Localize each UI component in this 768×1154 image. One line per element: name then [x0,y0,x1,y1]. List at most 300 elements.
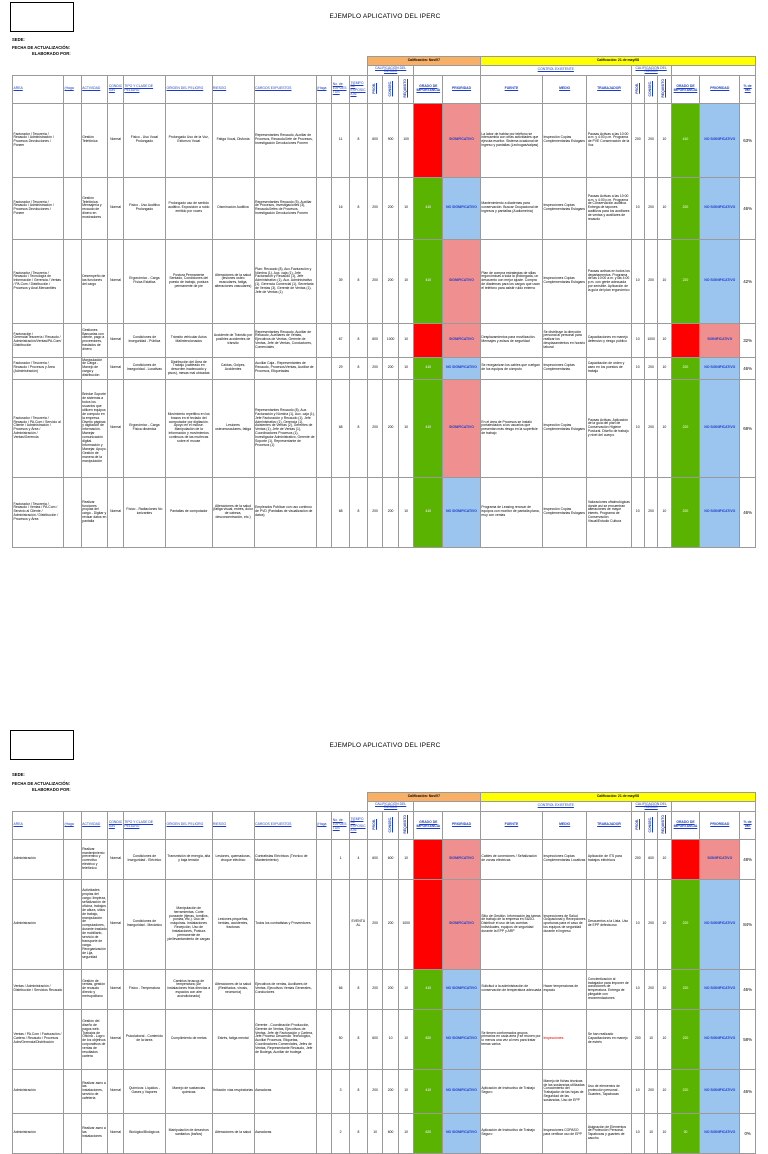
cell-prob2: 10 [631,357,644,379]
cell-haga2 [316,103,332,177]
cell-tipo: Condiciones de Inseguridad - Mecánico [123,879,165,969]
control-existente-subheader: CONTROL EXISTENTE [480,66,631,76]
cell-cons: 200 [383,477,399,547]
cell-cargos: Representantes Recaudo, Auxiliar de Recaudo, Auxiliares de Ventas, Ejecutivos de Ventas, Gerente de Ventas, Jefe de Ventas, Conductores, Comerciales [254,323,316,357]
cell-origen: Tránsito vehicular Actos Malintencionados [165,323,212,357]
cell-req: 10 [398,969,414,1009]
logo-placeholder-2 [10,730,74,760]
cell-prioridad: SIGNIFICATIVO [443,839,481,879]
cell-req2: 10 [658,1009,671,1069]
cell-medio: Inspecciones Copias Complementarias [542,357,586,379]
cell-num: 68 [332,379,350,477]
cell-trabajador: Valoraciones oftalmológicas donde así se encuentran alteraciones de mayor interés. Programa de Conservación Visual/Estudio Cultura [587,477,631,547]
cell-prioridad: SIGNIFICATIVO [443,379,481,477]
cell-prioridad2: NO SIGNIFICATIVO [700,357,740,379]
cell-req: 10 [398,839,414,879]
col-requisito-2: REQUISITO [661,815,666,834]
cell-req2: 10 [658,323,671,357]
cell-grado [414,839,443,879]
cell-tiempo: 8 [349,477,367,547]
iperc-table-1 [12,56,756,548]
cell-cons2: 200 [644,177,657,239]
cell-num: 39 [332,239,350,323]
cell-area: Ventas / PA.Com / Facturación / Cartera / Recaudo / Procesos Adm/Gerencia/Distribución [13,1009,64,1069]
cell-area: Facturador / Tesorería / Recaudo / Administración / Procesos Devoluciones / Ponem [13,103,64,177]
cell-haga2 [316,177,332,239]
cell-prob: 200 [367,969,383,1009]
col-grado: GRADO DE IMPORTANCIA [414,75,443,103]
cell-cons2: 200 [644,379,657,477]
cell-condicion: Normal [108,103,124,177]
cell-prob2: 200 [631,103,644,177]
sede-label: SEDE: [12,37,25,42]
calif-inicial-header: Calificación: Nov/07 [367,57,480,66]
col-grado-2: GRADO DE IMPORTANCIA [671,811,700,839]
cell-cons: 1000 [383,323,399,357]
col-tipo: TIPO Y CLASE DE PELIGRO [123,811,165,839]
cell-cargos: Representantes Recaudo (5), Auxiliar de Procesos, Investigaciones (3), Recaudo/Jefes de Procesos, Investigación Devoluciones Ponem [254,177,316,239]
cell-tipo: Ergonómico - Carga Física dinámica [123,379,165,477]
cell-medio: Se distribuye la dirección personal al personal para realizar los desplazamientos en horario laboral [542,323,586,357]
cell-area: Facturación / Gerencia/Tesorería / Recaudo / Administración/Ventas/PA.Com/Distribución [13,323,64,357]
cell-riesgo: Estrés, fatiga mental [212,1009,254,1069]
cell-num: 29 [332,357,350,379]
cell-condicion: Normal [108,969,124,1009]
col-prioridad: PRIORIDAD [443,75,481,103]
table-row [13,477,756,547]
col-area: AREA [13,75,64,103]
cell-haga2 [316,1069,332,1113]
cell-condicion: Normal [108,1009,124,1069]
cell-marque [63,839,81,879]
cell-actividad: Realizar aseo a las instalaciones [81,1113,108,1153]
cell-grado: 410 [414,1069,443,1113]
cell-marque [63,1113,81,1153]
cell-cons: 200 [383,1069,399,1113]
cell-marque [63,1069,81,1113]
cell-grado2: 220 [671,1009,700,1069]
cell-grado2: 220 [671,357,700,379]
cell-cargos: Plan: Recaudo (8), Aux.Facturación y Nómina (1), Aux. caja (1), Jefe Facturación y Recaudo (1), Jefe Administrativo (1), Aux. Administrativo (1), Gerencia Comercial (1), Secretaria de Ventas (3), Gerente de Ventas (1), Jefe de Ventas (1) [254,239,316,323]
table-row [13,1009,756,1069]
sede-label-2: SEDE: [12,772,25,777]
calif-riesgo-subheader-p2: CALIFICACIÓN DEL RIESGO [367,802,414,812]
col-prioridad: PRIORIDAD [443,811,481,839]
cell-medio: Inspecciones COPASO para verificar uso de EPP [542,1113,586,1153]
cell-prob2: 10 [631,879,644,969]
cell-grado: 410 [414,477,443,547]
col-cargos: CARGOS EXPUESTOS [254,811,316,839]
cell-pct: 0% [740,1113,756,1153]
cell-trabajador: Concientización al trabajador para imponer de condiciones de temperatura. Entrega de pliegable con recomendaciones [587,969,631,1009]
cell-prob2: 10 [631,477,644,547]
cell-tiempo: 8 [349,177,367,239]
cell-actividad: Gestión Telefónica [81,103,108,177]
col-haga: (Haga [63,75,81,103]
column-header-row-2 [13,811,756,839]
cell-prioridad2: NO SIGNIFICATIVO [700,1009,740,1069]
cell-prioridad2: NO SIGNIFICATIVO [700,1069,740,1113]
cell-cargos: Empleados Publicar con uso continuo de PVD (Pantallas de visualización de datos) [254,477,316,547]
cell-prob: 200 [367,879,383,969]
cell-haga2 [316,879,332,969]
cell-grado2 [671,323,700,357]
cell-req2: 10 [658,879,671,969]
cell-marque [63,103,81,177]
cell-area: Administración [13,1069,64,1113]
cell-grado2: 220 [671,879,700,969]
cell-fuente: Se tienen conformados grupos primarios en cada área y se reúnen por lo menos una vez al mes para tratar temas varios [480,1009,542,1069]
cell-condicion: Normal [108,839,124,879]
cell-medio: Inspecciones Copias Complementarias Locativas [542,839,586,879]
cell-cons: 600 [383,1113,399,1153]
cell-prob: 200 [367,477,383,547]
cell-tipo: Físico - Uso Vocal Prolongado [123,103,165,177]
cell-area: Facturador / Tesorería / Recaudo / Procesos y Área (Administración) [13,357,64,379]
cell-prob2: 10 [631,177,644,239]
cell-prioridad2: NO SIGNIFICATIVO [700,1113,740,1153]
cell-prioridad2: NO SIGNIFICATIVO [700,379,740,477]
cell-condicion: Normal [108,1069,124,1113]
cell-riesgo: Irritación vías respiratorias [212,1069,254,1113]
cell-trabajador: Asignación de Elementos de Protección Personal. Tapabocas y guantes de caucho [587,1113,631,1153]
cell-tiempo: 8 [349,239,367,323]
cell-tiempo: 8 [349,1113,367,1153]
cell-trabajador: Se han realizado Capacitaciones en manejo de estrés [587,1009,631,1069]
cell-marque [63,1009,81,1069]
table-row [13,839,756,879]
column-header-row [13,75,756,103]
iperc-page-1 [0,0,768,524]
col-num-expuestos: No. de EXPUESTOS [332,811,350,839]
cell-num: 1 [332,839,350,879]
cell-prob2: 10 [631,379,644,477]
cell-pct: 46% [740,177,756,239]
page-title: EJEMPLO APLICATIVO DEL IPERC [329,13,441,20]
cell-tiempo: 4 [349,839,367,879]
cell-marque [63,379,81,477]
cell-req2: 10 [658,379,671,477]
cell-tipo: Ergonómico - Carga Física Estática [123,239,165,323]
cell-cons: 900 [383,103,399,177]
cell-medio: Hacer temperaturas de espacio [542,969,586,1009]
cell-trabajador: Pausas Activas a las 10:00 a.m. y 4:00 p.m. Programa de Conservación auditiva. Entrega de tapones auditivos para los auxiliares de ventas y auxiliares de recaudo [587,177,631,239]
cell-tiempo: 8 [349,1069,367,1113]
cell-cargos: Aseadoras [254,1113,316,1153]
cell-trabajador: Pausas activas en todos los departamentos. Programa de las 10:00 a.m. y las 4:00 p.m. con gente adecuada por sensible. Aplicación de la guía del plan ergonómico [587,239,631,323]
cell-prioridad: SIGNIFICATIVO [443,323,481,357]
cell-prioridad2: NO SIGNIFICATIVO [700,879,740,969]
cell-prioridad: SIGNIFICATIVO [443,103,481,177]
cell-medio: Inspecciones [542,1009,586,1069]
cell-trabajador: Descuentos a la Lista. Uso de EPP defectuoso [587,879,631,969]
cell-req2: 10 [658,839,671,879]
col-consec: CONSEC. [387,816,392,833]
cell-origen: Manejo de sustancias químicas [165,1069,212,1113]
calif-inicial-header-2: Calificación: Nov/07 [367,793,480,802]
cell-tiempo: 8 [349,1009,367,1069]
cell-fuente: Cables de conexiones / Señalización de zonas eléctricas [480,839,542,879]
cell-origen: Manipulación de herramientas. Corte punzante (tijeras, tornillos, puntas, etc.). Uso de máquinas. Instalaciones Recepción, Uso de Instalaciones, Postura permanente de pie/levantamiento de cargas [165,879,212,969]
cell-pct: 58% [740,1009,756,1069]
cell-cons2: 200 [644,1069,657,1113]
cell-haga2 [316,839,332,879]
col-actividad: ACTIVIDAD [81,811,108,839]
cell-haga2 [316,969,332,1009]
cell-grado2: 220 [671,379,700,477]
cell-trabajador: Capacitación de orden y aseo en los puestos de trabajo [587,357,631,379]
cell-fuente: Se reorganizan los cables que cuelgan de los equipos de cómputo [480,357,542,379]
cell-prioridad: NO SIGNIFICATIVO [443,1113,481,1153]
cell-prob: 600 [367,103,383,177]
cell-num: 11 [332,103,350,177]
cell-cons: 10 [383,1009,399,1069]
fecha-label: FECHA DE ACTUALIZACIÓN: [12,45,71,50]
cell-cons2: 200 [644,103,657,177]
cell-req: 10 [398,1009,414,1069]
cell-cons2: 10 [644,1113,657,1153]
cell-medio: Inspecciones Copias Complementarias Eslogans [542,239,586,323]
cell-actividad: Realizar mantenimiento preventivo y correctivo eléctrico y telefónico [81,839,108,879]
cell-medio: Manejo de fichas técnicas de las sustancias utilizadas Conocimiento del Trabajador de las hojas de Seguridad de las sustancias, Uso de EPP [542,1069,586,1113]
cell-cargos: Auxiliar Caja - Representantes de Recaudo, Procesos/Ventas, Auxiliar de Procesos, Etiquetadas [254,357,316,379]
cell-grado2: 220 [671,477,700,547]
calif-riesgo-subheader: CALIFICACIÓN DEL RIESGO [367,66,414,76]
col-prioridad-2: PRIORIDAD [700,811,740,839]
fecha-label-2: FECHA DE ACTUALIZACIÓN: [12,781,71,786]
cell-origen: Movimiento repetitivo en los brazos en el teclado del computador por digitación. Apoyo en el mouse. Manipulación de la información y movimientos continuos de las muñecas sobre el mouse [165,379,212,477]
col-haga-2: (Haga [316,75,332,103]
cell-tiempo: 8 [349,103,367,177]
col-tiempo: TIEMPO DE EXPOSICIÓN [349,75,367,103]
col-prob: PROB. [372,82,377,94]
cell-cons: 200 [383,969,399,1009]
cell-prioridad2: NO SIGNIFICATIVO [700,103,740,177]
cell-tipo: Condiciones de Inseguridad - Pública [123,323,165,357]
cell-tipo: Químicos: Líquidos - Gases y Vapores [123,1069,165,1113]
cell-pct: 46% [740,969,756,1009]
cell-grado [414,323,443,357]
cell-cons2: 200 [644,879,657,969]
cell-prioridad: SIGNIFICATIVO [443,239,481,323]
cell-fuente: La labor de hablar por teléfono se intercambia con otras actividades que ejecuta escritor. Sistema ocasional de ingreso y pantallas (Lechugas/salpas) [480,103,542,177]
cell-num: 50 [332,1009,350,1069]
cell-tipo: Físico - Uso Auditivo Prolongado [123,177,165,239]
col-cargos: CARGOS EXPUESTOS [254,75,316,103]
cell-cons2: 200 [644,239,657,323]
cell-grado2 [671,839,700,879]
cell-cargos: Aseadoras [254,1069,316,1113]
cell-cargos: Gerente - Coordinación Producción, Gerente de Ventas, Ejecutivos de Ventas, Jefe de Facturación y Cartera, Jefe Proceso Desarrollo Tecnológico, Auxiliar Procesos, Etiquetas, Coordinadores Comerciales, Jefes de Ventas, Representante Recaudo, Jefe de Bodega, Auxiliar de bodega [254,1009,316,1069]
col-pct-var: % de Var. [740,75,756,103]
cell-fuente: Mantenimiento a diademas para conservación. Buscar Ocupacional de ingresos y pantallas (Audiometría) [480,177,542,239]
cell-cons2: 600 [644,839,657,879]
elaborado-label-2: ELABORADO POR: [32,787,71,792]
cell-origen: Cumplimiento de metas [165,1009,212,1069]
cell-tipo: Condiciones de Inseguridad - Eléctrico [123,839,165,879]
cell-haga2 [316,357,332,379]
cell-prob: 600 [367,1009,383,1069]
cell-prob2: 10 [631,323,644,357]
col-haga-2: (Haga [316,811,332,839]
cell-trabajador: Pausas Activas a las 10:00 a.m. y 4:00 p.m. Programa de PVE Conservación de la Voz [587,103,631,177]
cell-req: 10 [398,1113,414,1153]
cell-cargos: Representantes Recaudo, Auxiliar de Procesos, Recaudo/Jefe de Procesos, Investigación Devoluciones Ponem [254,103,316,177]
cell-tipo: Físico - Radiaciones No ionizantes [123,477,165,547]
cell-prob: 200 [367,357,383,379]
cell-num [332,879,350,969]
cell-fuente: Solicitud a la administración de conservación de temperatura adecuada [480,969,542,1009]
cell-area: Facturador / Tesorería / Recaudo / Administración / Procesos Devoluciones / Ponem [13,177,64,239]
cell-condicion: Normal [108,177,124,239]
cell-pct: 63% [740,103,756,177]
cell-marque [63,357,81,379]
cell-pct: 32% [740,323,756,357]
cell-actividad: Actividades propias del cargo: limpieza, señalización de oficina, trabajos de altura, sitios de trabajo, manipulación de computadores, durante traslado de mobiliario, servicio de transporte de carga. Reorganización de Lija, seguridad [81,879,108,969]
cell-req2: 10 [658,477,671,547]
cell-riesgo: Alteraciones de la salud (fatiga visual, estrés, dolor de cabeza, desconcentración, etc.) [212,477,254,547]
cell-haga2 [316,239,332,323]
cell-tipo: Físico - Temperatura [123,969,165,1009]
cell-haga2 [316,379,332,477]
cell-actividad: Realizar funciones propias del cargo - Digitar y revisar datos en pantalla [81,477,108,547]
cell-prob: 200 [367,1069,383,1113]
col-origen: ORIGEN DEL PELIGRO [165,75,212,103]
cell-prioridad2: NO SIGNIFICATIVO [700,969,740,1009]
col-actividad: ACTIVIDAD [81,75,108,103]
cell-area: Administración [13,1113,64,1153]
cell-pct: 68% [740,379,756,477]
cell-marque [63,969,81,1009]
calif-final-header: Calificación: 21 de may/08 [480,57,755,66]
cell-fuente: Aplicación de Instructivo de Trabajo Seguro [480,1069,542,1113]
cell-prioridad2: SIGNIFICATIVO [700,839,740,879]
cell-req2: 10 [658,239,671,323]
cell-cons: 200 [383,379,399,477]
cell-req2: 10 [658,357,671,379]
cell-trabajador: Aplicación de ITS para trabajos eléctricos [587,839,631,879]
cell-prioridad2: SIGNIFICATIVO [700,323,740,357]
cell-req2: 10 [658,1069,671,1113]
cell-riesgo: Lesiones pequeñas, heridas, accidentes, fracturas [212,879,254,969]
cell-condicion: Normal [108,379,124,477]
cell-pct: 46% [740,1069,756,1113]
cell-cons: 200 [383,879,399,969]
cell-req: 10 [398,239,414,323]
col-prob-2: PROB. [634,818,639,830]
cell-origen: Prolongado uso de sentido auditivo. Exposición a ruido emitido por voces [165,177,212,239]
cell-grado2: 30 [671,1113,700,1153]
cell-haga2 [316,323,332,357]
col-trabajador: TRABAJADOR [587,75,631,103]
cell-actividad: Brindar Soporte de sistemas a todos los usuarios que utilicen equipos de computo en la empresa. Diseño páginas y digitación de información. Manejar comunicación digital. Información y Manejar. Apoyo. Gestión de manera de la manipulación [81,379,108,477]
cell-grado2: 220 [671,239,700,323]
cell-area: Ventas / Administración / Distribución / Servicios Recaudo [13,969,64,1009]
cell-grado: 410 [414,969,443,1009]
cell-origen: Pantallas de computador [165,477,212,547]
cell-grado: 410 [414,357,443,379]
col-condicion: CONDICIÓN [108,75,124,103]
col-consec-2: CONSEC. [648,80,653,97]
cell-grado: 410 [414,379,443,477]
cell-cargos: Contratistas Eléctricos (Técnico de Mantenimiento) [254,839,316,879]
cell-marque [63,177,81,239]
cell-prob: 600 [367,323,383,357]
cell-marque [63,323,81,357]
cell-prioridad: NO SIGNIFICATIVO [443,1069,481,1113]
cell-num: 16 [332,177,350,239]
cell-fuente: Desplazamientos para movilización. Mensajes y avisos de seguridad [480,323,542,357]
col-grado: GRADO DE IMPORTANCIA [414,811,443,839]
calif-riesgo-subheader-2-p2: CALIFICACIÓN DEL RIESGO [631,802,671,812]
cell-prioridad2: NO SIGNIFICATIVO [700,477,740,547]
cell-area: Administración [13,879,64,969]
cell-marque [63,477,81,547]
cell-prob2: 10 [631,239,644,323]
cell-haga2 [316,1113,332,1153]
cell-actividad: Manipulación de Carga - Manejo de carga y distribución [81,357,108,379]
cell-pct: 46% [740,477,756,547]
cell-grado2: 220 [671,969,700,1009]
cell-cargos: Representantes Recaudo (8), Aux. Facturación y Nómina (1), Aux. caja (1), Jefe Facturación y Recaudo (1), Jefe Administrativo (1), Gerencia (1), Asistentes de Ventas (2), Gerentes de Ventas (1), Jefe de Ventas (1), Coordinadores Procesos (1), Investigador Administrativo, Gerente de Soporte (1), Representante de Procesos (1) [254,379,316,477]
cell-prob2: 200 [631,1009,644,1069]
table-row [13,103,756,177]
cell-prioridad2: NO SIGNIFICATIVO [700,177,740,239]
iperc-page-2 [0,742,768,1141]
cell-req: 10 [398,323,414,357]
cell-req2: 10 [658,103,671,177]
cell-grado [414,879,443,969]
cell-req: 1000 [398,879,414,969]
col-area: AREA [13,811,64,839]
cell-actividad: Desempeño de las funciones del cargo [81,239,108,323]
control-existente-subheader-p2: CONTROL EXISTENTE [480,802,631,812]
cell-origen: Manipulación de desechos sanitarios (baños) [165,1113,212,1153]
col-tipo: TIPO Y CLASE DE PELIGRO [123,75,165,103]
cell-riesgo: Accidente de Tránsito por posibles accidentes de tránsito [212,323,254,357]
cell-medio: Inspección Copias Complementarias Eslogans [542,379,586,477]
col-requisito: REQUISITO [403,815,408,834]
cell-condicion: Normal [108,879,124,969]
cell-prob2: 10 [631,1069,644,1113]
cell-actividad: Gestión Telefónica: Mensajería y recaudo de dinero en mostradores [81,177,108,239]
cell-cons2: 200 [644,477,657,547]
cell-medio: Inspección Copias Complementarias Eslogans [542,477,586,547]
cell-origen: Postura Permanente Sentado, Condiciones del puesto de trabajo, postura permanente de pie [165,239,212,323]
cell-grado: 620 [414,1113,443,1153]
cell-tiempo: 8 [349,379,367,477]
cell-prob: 200 [367,379,383,477]
cell-medio: Inspecciones Copias Complementarias Eslogans [542,177,586,239]
cell-cargos: Ejecutivos de ventas, Auxiliares de Ventas, Ejecutivos Ventas Generales, Conductores [254,969,316,1009]
col-haga: (Haga [63,811,81,839]
cell-trabajador: Uso de elementos de protección personal - Guantes, Tapabocas [587,1069,631,1113]
cell-fuente: Plan de compra estrategias de sillas ergonómicas a toda la prolongada, un descuento con mejor ajuste. Compra de diademas para los cargos que usan el teléfono para asistir ruido externo [480,239,542,323]
cell-origen: Prolongado Uso de la Voz, Esfuerzo Vocal [165,103,212,177]
col-pct-var: % de Var. [740,811,756,839]
table-row [13,379,756,477]
col-condicion: CONDICIÓN [108,811,124,839]
cell-cons: 200 [383,239,399,323]
cell-grado2: 220 [671,177,700,239]
cell-riesgo: Fatiga Vocal, Disfonía [212,103,254,177]
cell-num: 2 [332,1113,350,1153]
cell-fuente: Sitio de Gestión. Información las tareas de trabajo de la empresa en S&SO. Distribuir el uso de las cuentas individuales, equipos de seguridad durante la EPP y ARP [480,879,542,969]
cell-num: 67 [332,323,350,357]
cell-req: 100 [398,103,414,177]
cell-prioridad: NO SIGNIFICATIVO [443,969,481,1009]
cell-req2: 10 [658,177,671,239]
